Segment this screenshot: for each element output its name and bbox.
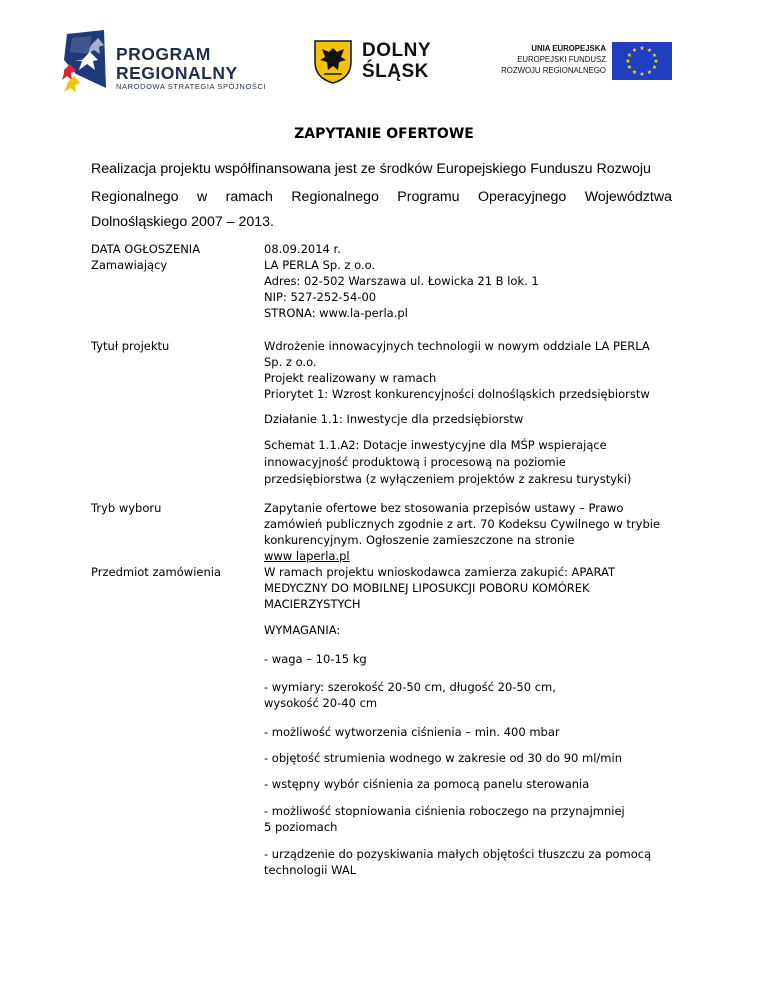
wymagania-heading: WYMAGANIA: bbox=[264, 623, 341, 637]
zamawiajacy-website: STRONA: www.la-perla.pl bbox=[264, 306, 408, 320]
tytul-line: Wdrożenie innowacyjnych technologii w nowym oddziale LA PERLA bbox=[264, 339, 650, 353]
zamawiajacy-label: Zamawiający bbox=[91, 258, 168, 272]
intro-line-1: Realizacja projektu współfinansowana jest ze środków Europejskiego Funduszu Rozwoju bbox=[91, 161, 651, 177]
svg-text:★: ★ bbox=[631, 47, 638, 54]
intro-word: Województwa bbox=[584, 189, 672, 205]
tytul-line: Priorytet 1: Wzrost konkurencyjności dolnośląskich przedsiębiorstw bbox=[264, 387, 650, 401]
svg-text:★: ★ bbox=[626, 64, 633, 71]
region-logo-line1: DOLNY bbox=[362, 40, 431, 61]
dzialanie-text: Działanie 1.1: Inwestycje dla przedsiębiorstw bbox=[264, 412, 524, 426]
svg-text:★: ★ bbox=[639, 45, 645, 52]
intro-word: Operacyjnego bbox=[477, 189, 567, 205]
announcement-link[interactable]: www laperla.pl bbox=[264, 549, 350, 563]
intro-word: Regionalnego bbox=[291, 189, 379, 205]
requirement-item-cont: wysokość 20-40 cm bbox=[264, 696, 378, 710]
svg-text:★: ★ bbox=[646, 47, 653, 54]
tryb-line: Zapytanie ofertowe bez stosowania przepisów ustawy – Prawo bbox=[264, 501, 624, 515]
coat-of-arms-icon bbox=[314, 40, 352, 84]
requirement-item: - wymiary: szerokość 20-50 cm, długość 20-50 cm, bbox=[264, 680, 556, 694]
program-logo-line1: PROGRAM bbox=[116, 44, 211, 64]
zamawiajacy-address: Adres: 02-502 Warszawa ul. Łowicka 21 B lok. 1 bbox=[264, 274, 539, 288]
intro-word: ramach bbox=[225, 189, 273, 205]
tytul-projektu-label: Tytuł projektu bbox=[91, 339, 170, 353]
requirement-item-cont: 5 poziomach bbox=[264, 820, 338, 834]
tytul-line: Sp. z o.o. bbox=[264, 355, 317, 369]
requirement-item: - waga – 10-15 kg bbox=[264, 652, 367, 666]
svg-text:★: ★ bbox=[646, 69, 653, 76]
dolny-slask-logo bbox=[314, 40, 454, 84]
eu-flag-icon bbox=[612, 42, 672, 80]
data-ogloszenia-value: 08.09.2014 r. bbox=[264, 242, 341, 256]
eu-logo-line3: ROZWOJU REGIONALNEGO bbox=[501, 66, 606, 75]
schemat-line: Schemat 1.1.A2: Dotacje inwestycyjne dla MŚP wspierające bbox=[264, 438, 607, 452]
region-logo-line2: ŚLĄSK bbox=[362, 61, 429, 82]
svg-text:★: ★ bbox=[626, 52, 633, 59]
svg-text:★: ★ bbox=[653, 58, 659, 65]
schemat-line: przedsiębiorstwa (z wyłączeniem projektów z zakresu turystyki) bbox=[264, 472, 632, 486]
requirement-item-cont: technologii WAL bbox=[264, 863, 357, 877]
program-logo-line2: REGIONALNY bbox=[116, 63, 238, 83]
przedmiot-zamowienia-label: Przedmiot zamówienia bbox=[91, 565, 221, 579]
requirement-item: - objętość strumienia wodnego w zakresie od 30 do 90 ml/min bbox=[264, 751, 622, 765]
eu-logo-line2: EUROPEJSKI FUNDUSZ bbox=[517, 55, 606, 64]
tryb-wyboru-label: Tryb wyboru bbox=[91, 501, 162, 515]
przedmiot-line: MEDYCZNY DO MOBILNEJ LIPOSUKCJI POBORU KOMÓREK bbox=[264, 581, 590, 595]
eu-logo bbox=[490, 42, 680, 82]
zamawiajacy-nip: NIP: 527-252-54-00 bbox=[264, 290, 377, 304]
program-logo-tagline: NARODOWA STRATEGIA SPÓJNOŚCI bbox=[116, 82, 267, 91]
requirement-item: - wstępny wybór ciśnienia za pomocą panelu sterowania bbox=[264, 777, 590, 791]
intro-line-2 bbox=[91, 183, 672, 211]
tryb-line: konkurencyjnym. Ogłoszenie zamieszczone na stronie bbox=[264, 533, 575, 547]
intro-word: w bbox=[196, 189, 208, 205]
svg-text:★: ★ bbox=[651, 52, 658, 59]
requirement-item: - możliwość stopniowania ciśnienia roboczego na przynajmniej bbox=[264, 804, 625, 818]
schemat-line: innowacyjność produktową i procesową na poziomie bbox=[264, 455, 566, 469]
svg-text:★: ★ bbox=[631, 69, 638, 76]
tytul-line: Projekt realizowany w ramach bbox=[264, 371, 437, 385]
document-title: ZAPYTANIE OFERTOWE bbox=[294, 126, 474, 142]
tryb-line: zamówień publicznych zgodnie z art. 70 Kodeksu Cywilnego w trybie bbox=[264, 517, 661, 531]
requirement-item: - możliwość wytworzenia ciśnienia – min. 400 mbar bbox=[264, 725, 560, 739]
svg-text:★: ★ bbox=[625, 58, 631, 65]
program-regionalny-logo bbox=[62, 30, 272, 92]
przedmiot-line: MACIERZYSTYCH bbox=[264, 597, 361, 611]
intro-word: Regionalnego bbox=[91, 189, 179, 205]
intro-line-3: Dolnośląskiego 2007 – 2013. bbox=[91, 214, 274, 230]
intro-word: Programu bbox=[397, 189, 460, 205]
eu-logo-line1: UNIA EUROPEJSKA bbox=[531, 44, 606, 53]
requirement-item: - urządzenie do pozyskiwania małych objętości tłuszczu za pomocą bbox=[264, 847, 652, 861]
svg-text:★: ★ bbox=[651, 64, 658, 71]
zamawiajacy-name: LA PERLA Sp. z o.o. bbox=[264, 258, 376, 272]
przedmiot-line: W ramach projektu wnioskodawca zamierza zakupić: APARAT bbox=[264, 565, 615, 579]
data-ogloszenia-label: DATA OGŁOSZENIA bbox=[91, 242, 201, 256]
svg-text:★: ★ bbox=[639, 71, 645, 78]
program-regionalny-emblem-icon bbox=[62, 30, 112, 92]
